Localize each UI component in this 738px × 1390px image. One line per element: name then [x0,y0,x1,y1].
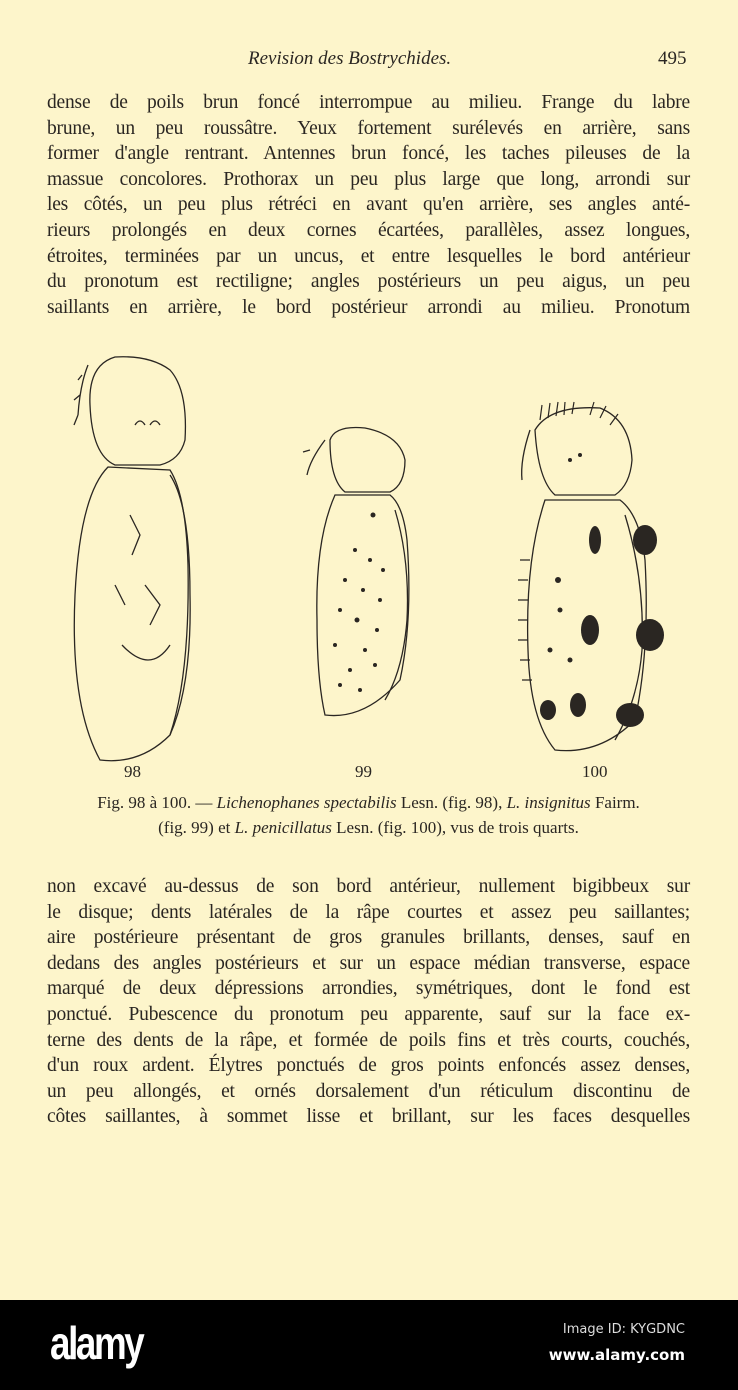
text-line: du pronotum est rectiligne; angles postérieurs un peu aigus, un peu [47,271,690,293]
text-line: brune, un peu roussâtre. Yeux fortement surélevés en arrière, sans [47,117,690,139]
text-line: non excavé au-dessus de son bord antérieur, nullement bigibbeux sur [47,876,690,897]
alamy-logo: alamy [50,1317,143,1369]
caption-species: L. insignitus [506,793,591,812]
text-line: un peu allongés, et ornés dorsalement d'un réticulum discontinu de [47,1080,690,1102]
beetle-illustration-100 [510,400,675,760]
running-header [0,48,738,74]
figure-label-99: 99 [355,762,372,781]
figure-label-98: 98 [124,762,141,781]
image-id: Image ID: KYGDNC [562,1322,685,1337]
text-line: saillants en arrière, le bord postérieur arrondi au milieu. Pronotum [47,296,690,318]
text-line: marqué de deux dépressions arrondies, symétriques, dont le fond est [47,978,690,1000]
text-line: dense de poils brun foncé interrompue au milieu. Frange du labre [47,92,690,113]
figure-caption-line-1 [47,790,690,815]
page-number: 495 [658,48,687,69]
text-line: ponctué. Pubescence du pronotum peu apparente, sauf sur la face ex- [47,1003,690,1025]
text-line: le disque; dents latérales de la râpe courtes et assez peu saillantes; [47,901,690,923]
text-line: former d'angle rentrant. Antennes brun foncé, les taches pileuses de la [47,143,690,165]
beetle-illustration-99 [295,420,420,725]
text-line: côtes saillantes, à sommet lisse et brillant, sur les faces desquelles [47,1106,690,1128]
beetle-illustration-98 [60,345,200,765]
paragraph-top [47,90,690,320]
text-line: rieurs prolongés en deux cornes écartées, parallèles, assez longues, [47,219,690,241]
figure-label-100: 100 [582,762,608,781]
caption-text: (fig. 99) et [158,818,235,837]
caption-text: Fig. 98 à 100. — [97,793,217,812]
caption-text: Fairm. [590,793,640,812]
text-line: les côtés, un peu plus rétréci en avant qu'en arrière, ses angles anté- [47,194,690,216]
caption-text: Lesn. (fig. 100), vus de trois quarts. [331,818,579,837]
text-line: massue concolores. Prothorax un peu plus large que long, arrondi sur [47,168,690,190]
text-line: d'un roux ardent. Élytres ponctués de gros points enfoncés assez denses, [47,1055,690,1077]
caption-species: L. penicillatus [234,818,332,837]
caption-species: Lichenophanes spectabilis [216,793,397,812]
site-url: www.alamy.com [548,1346,685,1364]
text-line: aire postérieure présentant de gros granules brillants, denses, sauf en [47,927,690,949]
paragraph-bottom [47,874,690,1130]
running-title: Revision des Bostrychides. [248,48,452,69]
text-line: terne des dents de la râpe, et formée de poils fins et très courts, couchés, [47,1029,690,1051]
watermark-footer [0,1300,738,1390]
caption-text: Lesn. (fig. 98), [396,793,507,812]
figure-caption-line-2 [47,815,690,840]
text-line: étroites, terminées par un uncus, et entre lesquelles le bord antérieur [47,245,690,267]
text-line: dedans des angles postérieurs et sur un espace médian transverse, espace [47,952,690,974]
